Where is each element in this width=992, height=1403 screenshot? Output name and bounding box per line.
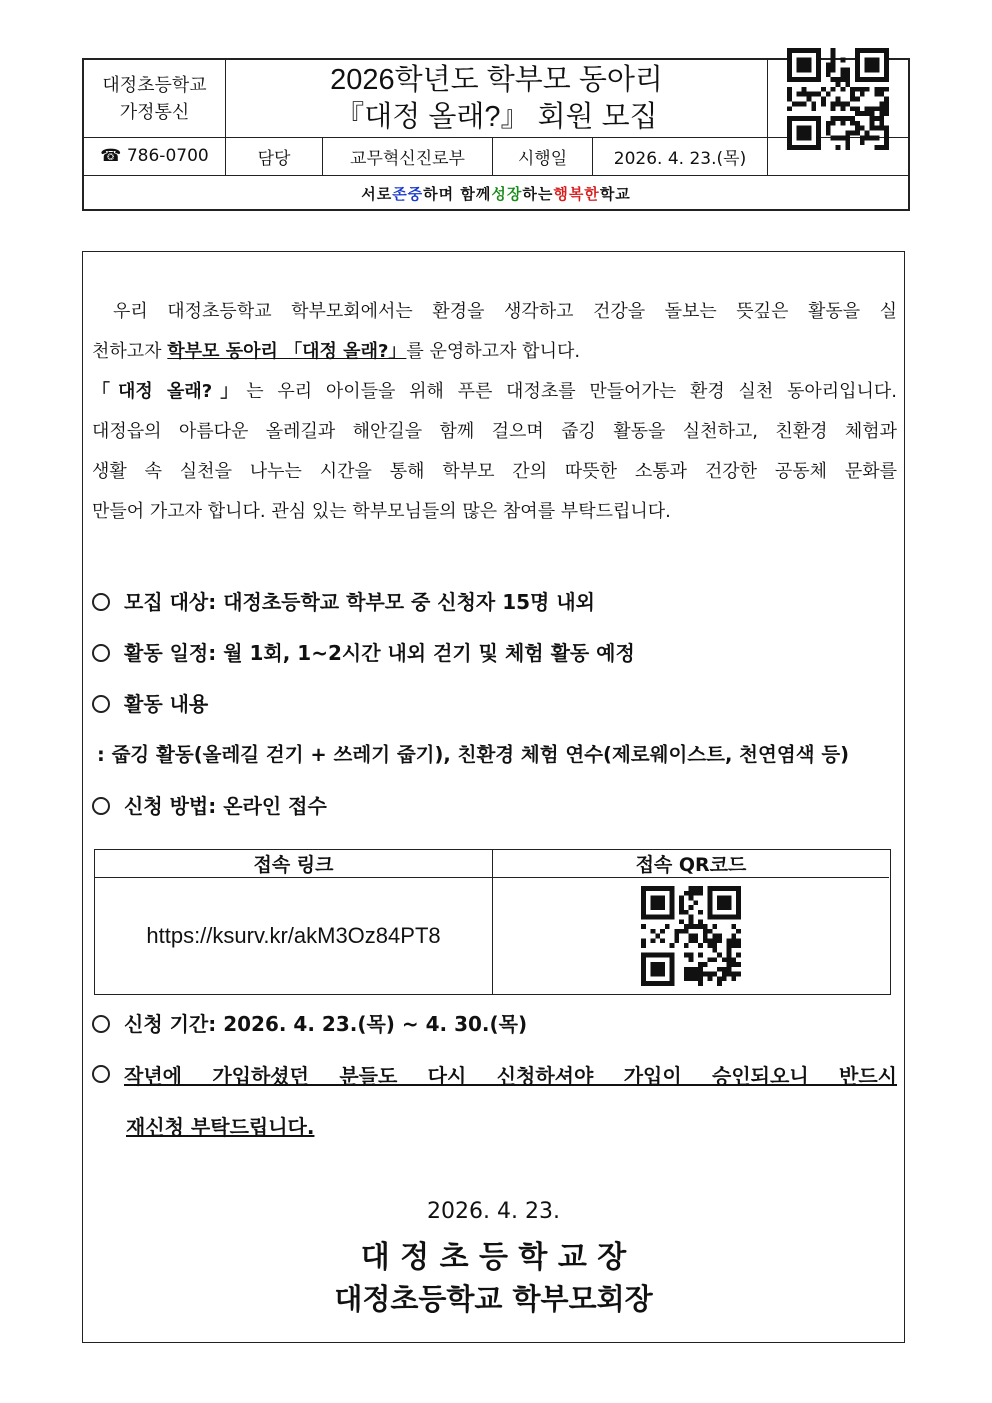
- motto-text: 하는: [522, 184, 554, 203]
- intro-text: 천하고자: [92, 341, 168, 362]
- manager-dept-cell: [323, 137, 493, 175]
- letterhead: [82, 58, 910, 211]
- period-item: [92, 1009, 527, 1039]
- pta-chair-signature: 대정초등학교 학부모회장: [334, 1282, 653, 1316]
- intro-line-5: 생활 속 실천을 나누는 시간을 통해 학부모 간의 따뜻한 소통과 건강한 공동체 문화를: [92, 461, 897, 482]
- activity-content-label: 활동 내용: [124, 692, 209, 716]
- recruit-target: 모집 대상: 대정초등학교 학부모 중 신청자 15명 내외: [124, 590, 595, 614]
- club-name: 「대정 올래?」: [92, 381, 247, 402]
- bullet-circle-icon: [92, 593, 110, 611]
- date-value: 2026. 4. 23.(목): [613, 148, 747, 169]
- title-line-1: 2026학년도 학부모 동아리: [330, 63, 663, 96]
- date-value-cell: [593, 137, 768, 175]
- motto-text: 학교: [599, 184, 631, 203]
- intro-line-1: 우리 대정초등학교 학부모회에서는 환경을 생각하고 건강을 돌보는 뜻깊은 활동을 실: [113, 301, 897, 322]
- link-cell: [95, 878, 493, 994]
- manager-label: 담당: [257, 148, 291, 169]
- qr-code-icon: [787, 48, 889, 150]
- manager-label-cell: [226, 137, 323, 175]
- phone-number: ☎ 786-0700: [100, 146, 209, 166]
- link-column-header: 접속 링크: [95, 850, 493, 878]
- intro-line-2: [92, 332, 897, 372]
- bullet-circle-icon: [92, 797, 110, 815]
- motto-text: 서로: [361, 184, 393, 203]
- activity-schedule: 활동 일정: 월 1회, 1~2시간 내외 걷기 및 체험 활동 예정: [124, 641, 635, 665]
- recruit-target-item: [92, 587, 595, 617]
- motto-word-happy: 행복한: [553, 184, 600, 203]
- bullet-circle-icon: [92, 1015, 110, 1033]
- title-line-2: 『대정 올래?』 회원 모집: [335, 100, 658, 133]
- renewal-notice-line-1: 작년에 가입하셨던 분들도 다시 신청하셔야 가입이 승인되오니 반드시: [124, 1064, 897, 1088]
- header-qr-code: [768, 60, 908, 137]
- qr-cell: [493, 878, 889, 994]
- intro-line-3: [92, 372, 897, 412]
- principal-signature: 대 정 초 등 학 교 장: [360, 1240, 627, 1275]
- bullet-circle-icon: [92, 695, 110, 713]
- qr-column-header: 접속 QR코드: [493, 850, 889, 878]
- school-cell: [84, 60, 226, 137]
- survey-link[interactable]: https://ksurv.kr/akM3Oz84PT8: [146, 923, 441, 948]
- schedule-item: [92, 638, 635, 668]
- title-cell: [226, 60, 768, 137]
- school-name: 대정초등학교: [102, 74, 207, 96]
- bullet-circle-icon: [92, 1065, 110, 1083]
- intro-line-6: 만들어 가고자 합니다. 관심 있는 학부모님들의 많은 참여를 부탁드립니다.: [92, 501, 671, 522]
- date-label: 시행일: [517, 148, 568, 169]
- activity-content-detail: : 줍깅 활동(올레길 걷기 + 쓰레기 줍기), 친환경 체험 연수(제로웨이스트, 천연염색 등): [97, 743, 850, 766]
- doc-type: 가정통신: [119, 101, 190, 123]
- survey-qr-code-icon[interactable]: [641, 886, 741, 986]
- apply-method: 신청 방법: 온라인 접수: [124, 794, 327, 818]
- signature-date: 2026. 4. 23.: [427, 1199, 560, 1224]
- apply-period: 신청 기간: 2026. 4. 23.(목) ~ 4. 30.(목): [124, 1012, 528, 1036]
- motto-word-growth: 성장: [491, 184, 523, 203]
- manager-dept: 교무혁신진로부: [350, 148, 465, 169]
- notice-body: [82, 251, 905, 1343]
- apply-table: [94, 849, 891, 995]
- phone-cell: [84, 137, 226, 175]
- motto-text: 하며 함께: [423, 184, 492, 203]
- date-label-cell: [493, 137, 593, 175]
- intro-line-4: 대정읍의 아름다운 올레길과 해안길을 함께 걸으며 줍깅 활동을 실천하고, 친환경 체험과: [92, 421, 897, 442]
- bullet-circle-icon: [92, 644, 110, 662]
- school-motto: [84, 175, 908, 211]
- content-item: [92, 689, 208, 719]
- motto-word-respect: 존중: [392, 184, 424, 203]
- club-name-highlight: 학부모 동아리 「대정 올래?」: [167, 341, 407, 362]
- intro-text: 는 우리 아이들을 위해 푸른 대정초를 만들어가는 환경 실천 동아리입니다.: [246, 381, 898, 402]
- renewal-notice-line-2: 재신청 부탁드립니다.: [126, 1115, 315, 1139]
- method-item: [92, 791, 327, 821]
- intro-text: 를 운영하고자 합니다.: [406, 341, 581, 362]
- notice-item: [92, 1061, 897, 1091]
